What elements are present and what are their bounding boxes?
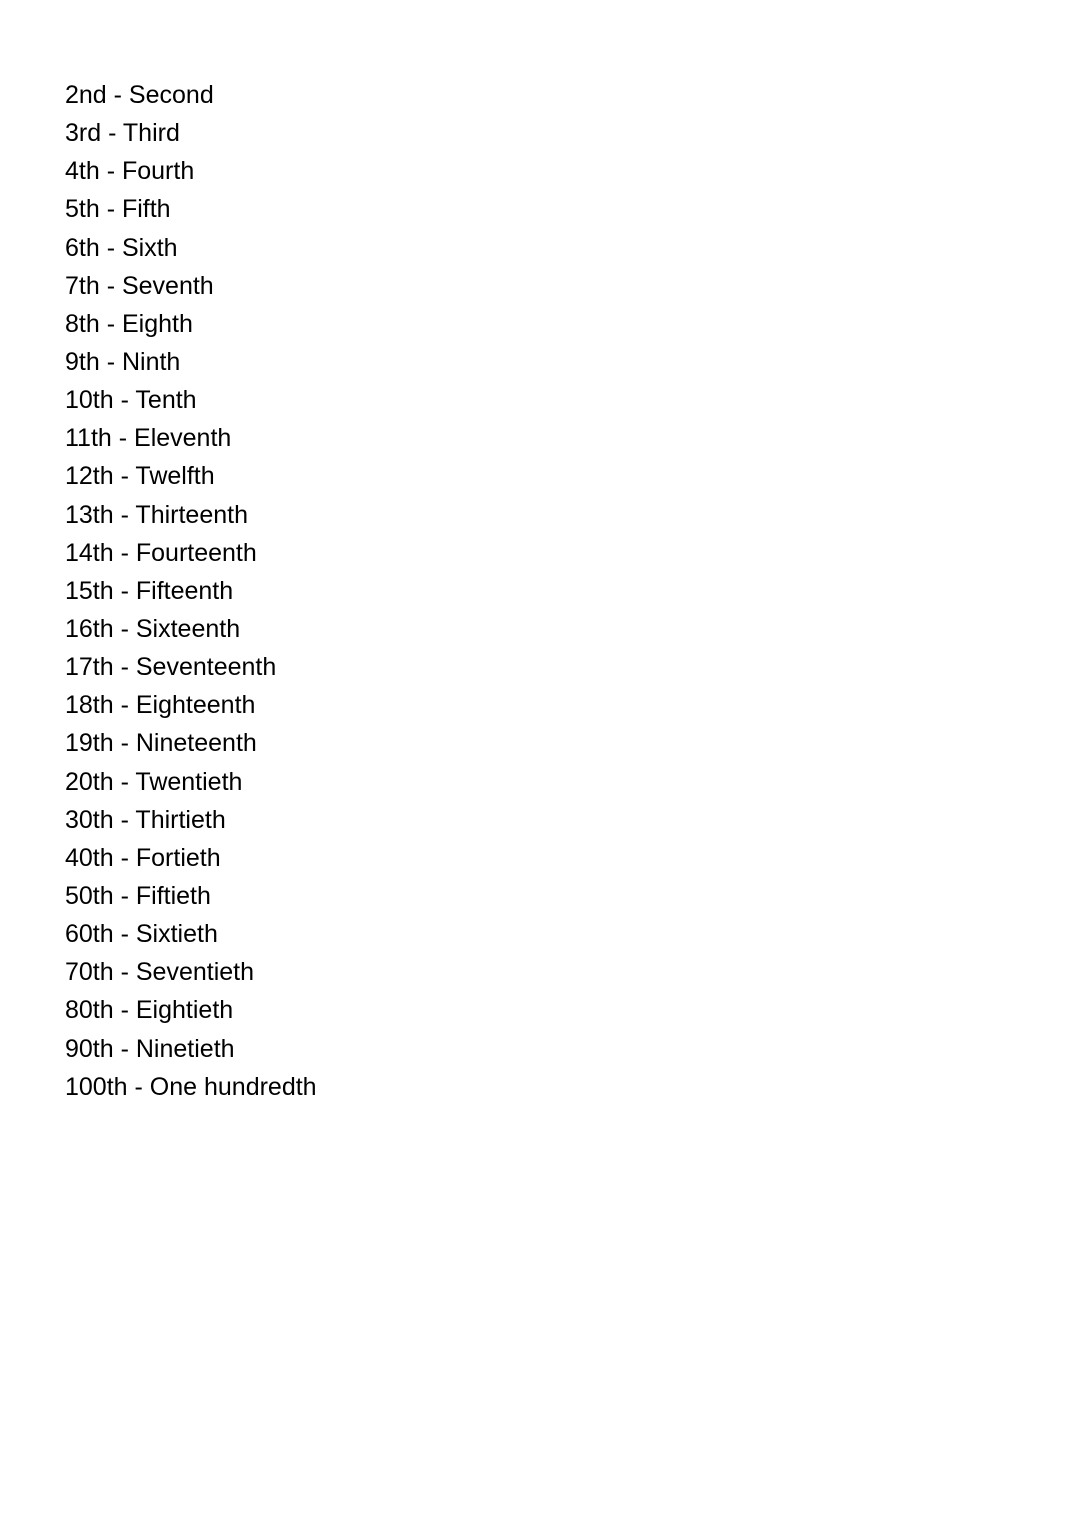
list-item: 14th - Fourteenth <box>65 538 257 567</box>
list-item: 11th - Eleventh <box>65 424 232 453</box>
list-item: 6th - Sixth <box>65 233 178 262</box>
list-item: 16th - Sixteenth <box>65 614 241 643</box>
list-item: 4th - Fourth <box>65 157 195 186</box>
list-item: 30th - Thirtieth <box>65 805 226 834</box>
list-item: 10th - Tenth <box>65 386 197 415</box>
list-item: 19th - Nineteenth <box>65 729 257 758</box>
list-item: 50th - Fiftieth <box>65 881 211 910</box>
list-item: 60th - Sixtieth <box>65 920 218 949</box>
list-item: 9th - Ninth <box>65 347 181 376</box>
list-item: 90th - Ninetieth <box>65 1034 235 1063</box>
list-item: 70th - Seventieth <box>65 958 255 987</box>
list-item: 80th - Eightieth <box>65 996 234 1025</box>
list-item: 12th - Twelfth <box>65 462 215 491</box>
list-item: 3rd - Third <box>65 119 180 148</box>
list-item: 13th - Thirteenth <box>65 500 248 529</box>
list-item: 7th - Seventh <box>65 271 214 300</box>
list-item: 8th - Eighth <box>65 309 193 338</box>
list-item: 18th - Eighteenth <box>65 691 256 720</box>
list-item: 20th - Twentieth <box>65 767 243 796</box>
list-item: 17th - Seventeenth <box>65 653 277 682</box>
ordinal-list <box>65 76 317 1106</box>
list-item: 2nd - Second <box>65 81 214 109</box>
list-item: 5th - Fifth <box>65 195 171 224</box>
list-item: 100th - One hundredth <box>65 1072 317 1101</box>
list-item: 15th - Fifteenth <box>65 576 234 605</box>
list-item: 40th - Fortieth <box>65 843 221 872</box>
